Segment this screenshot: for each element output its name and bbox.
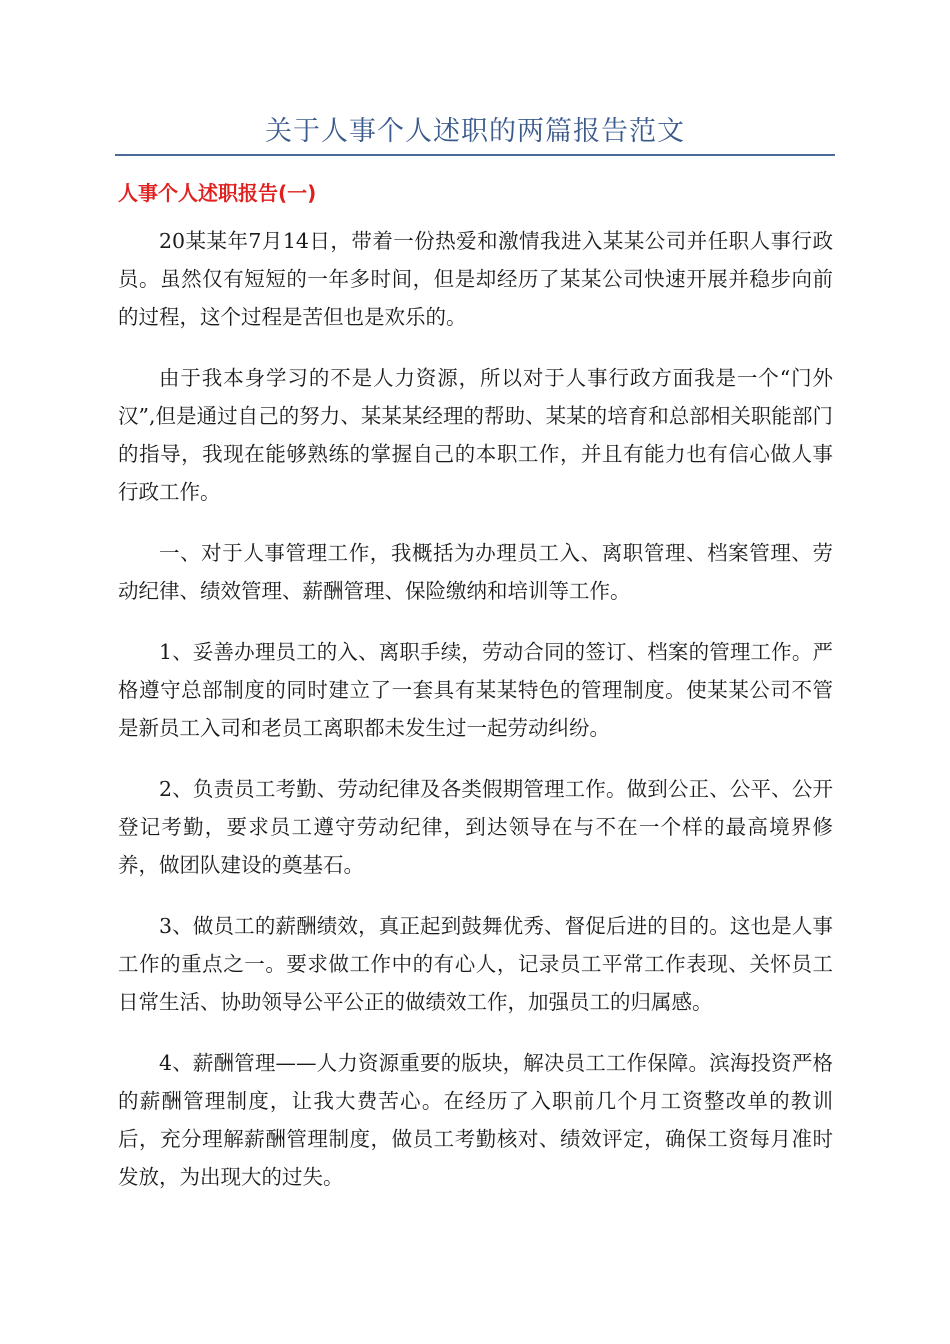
paragraph: 3、做员工的薪酬绩效，真正起到鼓舞优秀、督促后进的目的。这也是人事工作的重点之一。要求做工作中的有心人，记录员工平常工作表现、关怀员工日常生活、协助领导公平公正的做绩效工作，加强员工的归属感。: [118, 914, 833, 1014]
paragraph: 1、妥善办理员工的入、离职手续，劳动合同的签订、档案的管理工作。严格遵守总部制度的同时建立了一套具有某某特色的管理制度。使某某公司不管是新员工入司和老员工离职都未发生过一起劳动纠纷。: [118, 640, 833, 740]
section-heading: 人事个人述职报告(一): [118, 181, 317, 205]
paragraph: 2、负责员工考勤、劳动纪律及各类假期管理工作。做到公正、公平、公开登记考勤，要求员工遵守劳动纪律，到达领导在与不在一个样的最高境界修养，做团队建设的奠基石。: [118, 777, 833, 877]
paragraph: 由于我本身学习的不是人力资源，所以对于人事行政方面我是一个“门外汉”,但是通过自己的努力、某某某经理的帮助、某某的培育和总部相关职能部门的指导，我现在能够熟练的掌握自己的本职工作，并且有能力也有信心做人事行政工作。: [118, 366, 833, 504]
paragraph: 20某某年7月14日，带着一份热爱和激情我进入某某公司并任职人事行政员。虽然仅有短短的一年多时间，但是却经历了某某公司快速开展并稳步向前的过程，这个过程是苦但也是欢乐的。: [118, 229, 833, 329]
paragraph: 一、对于人事管理工作，我概括为办理员工入、离职管理、档案管理、劳动纪律、绩效管理、薪酬管理、保险缴纳和培训等工作。: [118, 541, 833, 603]
paragraph: 4、薪酬管理——人力资源重要的版块，解决员工工作保障。滨海投资严格的薪酬管理制度，让我大费苦心。在经历了入职前几个月工资整改单的教训后，充分理解薪酬管理制度，做员工考勤核对、绩效评定，确保工资每月准时发放，为出现大的过失。: [118, 1051, 833, 1189]
document-title: 关于人事个人述职的两篇报告范文: [265, 116, 685, 147]
title-divider: [115, 154, 835, 156]
document-body: [118, 222, 833, 1219]
